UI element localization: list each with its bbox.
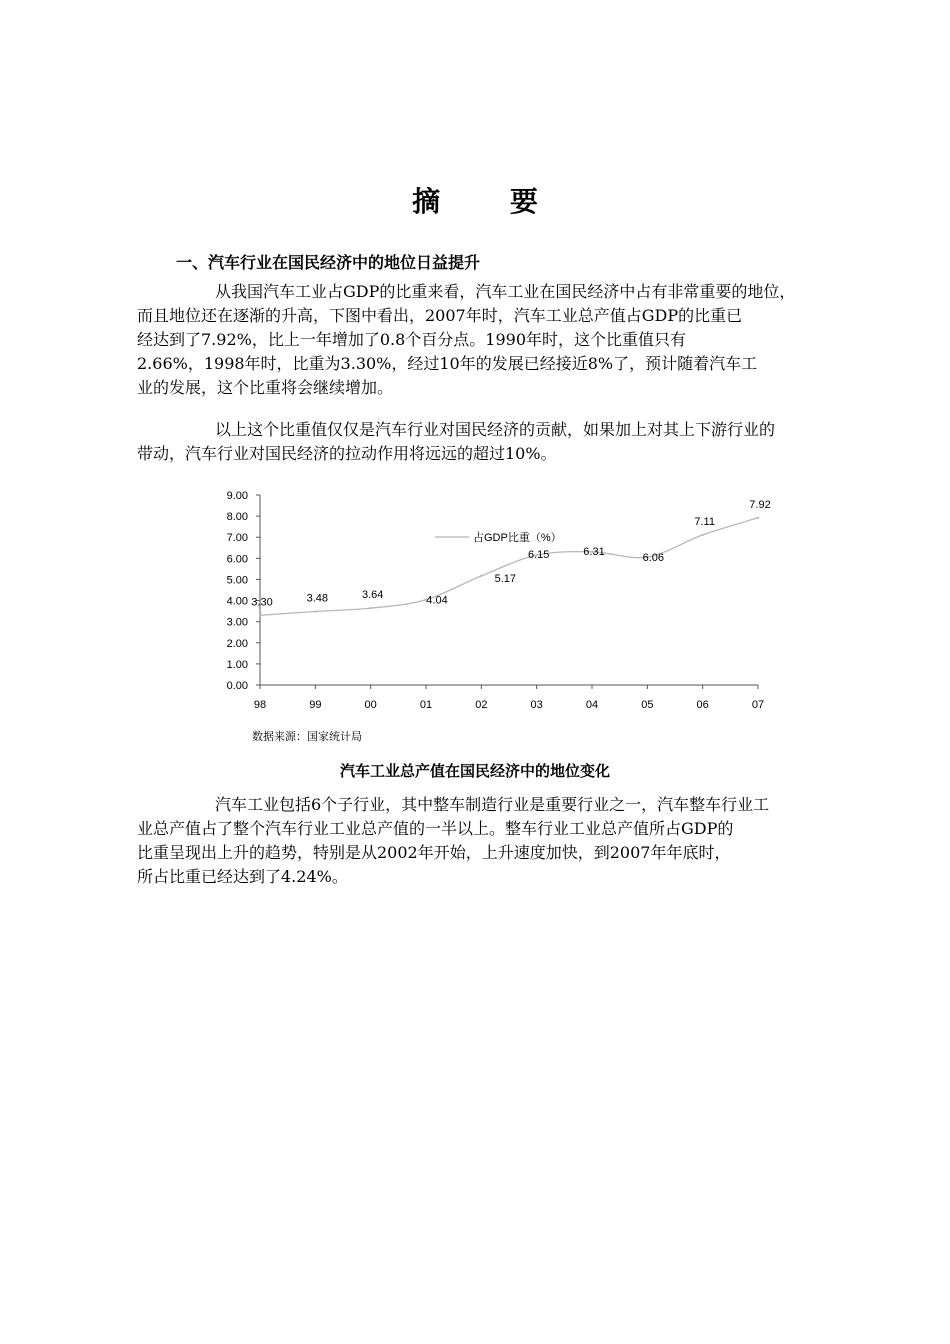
data-label: 6.06	[642, 552, 665, 565]
data-point	[480, 575, 482, 577]
y-tick-label: 7.00	[226, 532, 248, 545]
chart-legend	[435, 530, 562, 544]
chart-caption: 汽车工业总产值在国民经济中的地位变化	[339, 762, 610, 780]
page-title: 摘 要	[412, 185, 568, 218]
data-label: 4.04	[426, 594, 448, 607]
x-tick-label: 98	[253, 699, 267, 711]
x-tick-label: 01	[419, 699, 433, 711]
data-label: 7.11	[694, 515, 715, 528]
data-label: 7.92	[749, 498, 771, 511]
paragraph-2	[137, 418, 857, 466]
y-tick-label: 9.00	[226, 490, 248, 502]
y-tick-label: 4.00	[226, 595, 248, 608]
paragraph-1	[137, 280, 857, 400]
y-tick-label: 5.00	[226, 574, 248, 587]
y-tick-label: 2.00	[226, 637, 248, 650]
y-tick-label: 8.00	[226, 511, 248, 524]
paragraph-3-line: 汽车工业包括6个子行业，其中整车制造行业是重要行业之一，汽车整车行业工	[215, 795, 770, 814]
line-chart	[205, 480, 785, 720]
gdp-share-chart	[205, 480, 785, 720]
x-tick-label: 00	[364, 699, 377, 711]
data-label: 6.31	[583, 545, 605, 558]
data-label: 3.48	[306, 592, 329, 605]
y-tick-label: 6.00	[226, 553, 248, 566]
y-tick-label: 1.00	[226, 658, 248, 671]
y-tick-label: 0.00	[226, 680, 248, 692]
x-tick-label: 02	[475, 699, 488, 711]
x-tick-label: 05	[641, 699, 654, 711]
paragraph-1-line: 而且地位还在逐渐的升高，下图中看出，2007年时，汽车工业总产值占GDP的比重已	[137, 306, 743, 325]
legend-label: 占GDP比重（%）	[473, 532, 562, 544]
data-point	[701, 534, 703, 536]
paragraph-1-line: 经达到了7.92%，比上一年增加了0.8个百分点。1990年时，这个比重值只有	[137, 330, 686, 349]
x-tick-label: 99	[309, 699, 322, 711]
data-point	[259, 614, 261, 616]
data-label: 3.64	[361, 589, 384, 602]
paragraph-1-line: 从我国汽车工业占GDP的比重来看，汽车工业在国民经济中占有非常重要的地位，	[215, 282, 796, 301]
data-label: 5.17	[494, 572, 517, 585]
data-point	[757, 517, 759, 519]
data-label: 3.30	[251, 596, 273, 609]
x-tick-label: 04	[585, 699, 599, 711]
data-point	[369, 607, 371, 609]
paragraph-1-line: 业的发展，这个比重将会继续增加。	[137, 378, 394, 397]
paragraph-2-line: 带动，汽车行业对国民经济的拉动作用将远远的超过10%。	[137, 444, 557, 463]
x-tick-label: 03	[530, 699, 543, 711]
section-heading: 一、汽车行业在国民经济中的地位日益提升	[176, 253, 481, 272]
paragraph-1-line: 2.66%，1998年时，比重为3.30%，经过10年的发展已经接近8%了，预计随着汽车工	[137, 354, 758, 373]
data-point	[314, 610, 316, 612]
chart-data-labels	[251, 499, 770, 609]
x-tick-label: 06	[696, 699, 709, 711]
x-tick-label: 07	[751, 699, 765, 711]
paragraph-3-line: 业总产值占了整个汽车行业工业总产值的一半以上。整车行业工业总产值所占GDP的	[137, 819, 734, 838]
paragraph-2-line: 以上这个比重值仅仅是汽车行业对国民经济的贡献，如果加上对其上下游行业的	[215, 420, 776, 439]
paragraph-3	[137, 793, 857, 889]
paragraph-3-line: 所占比重已经达到了4.24%。	[137, 867, 348, 886]
y-tick-label: 3.00	[226, 616, 248, 629]
data-label: 6.15	[527, 549, 550, 562]
chart-source-note: 数据来源：国家统计局	[252, 730, 362, 743]
paragraph-3-line: 比重呈现出上升的趋势，特别是从2002年开始，上升速度加快，到2007年年底时，	[137, 843, 731, 862]
